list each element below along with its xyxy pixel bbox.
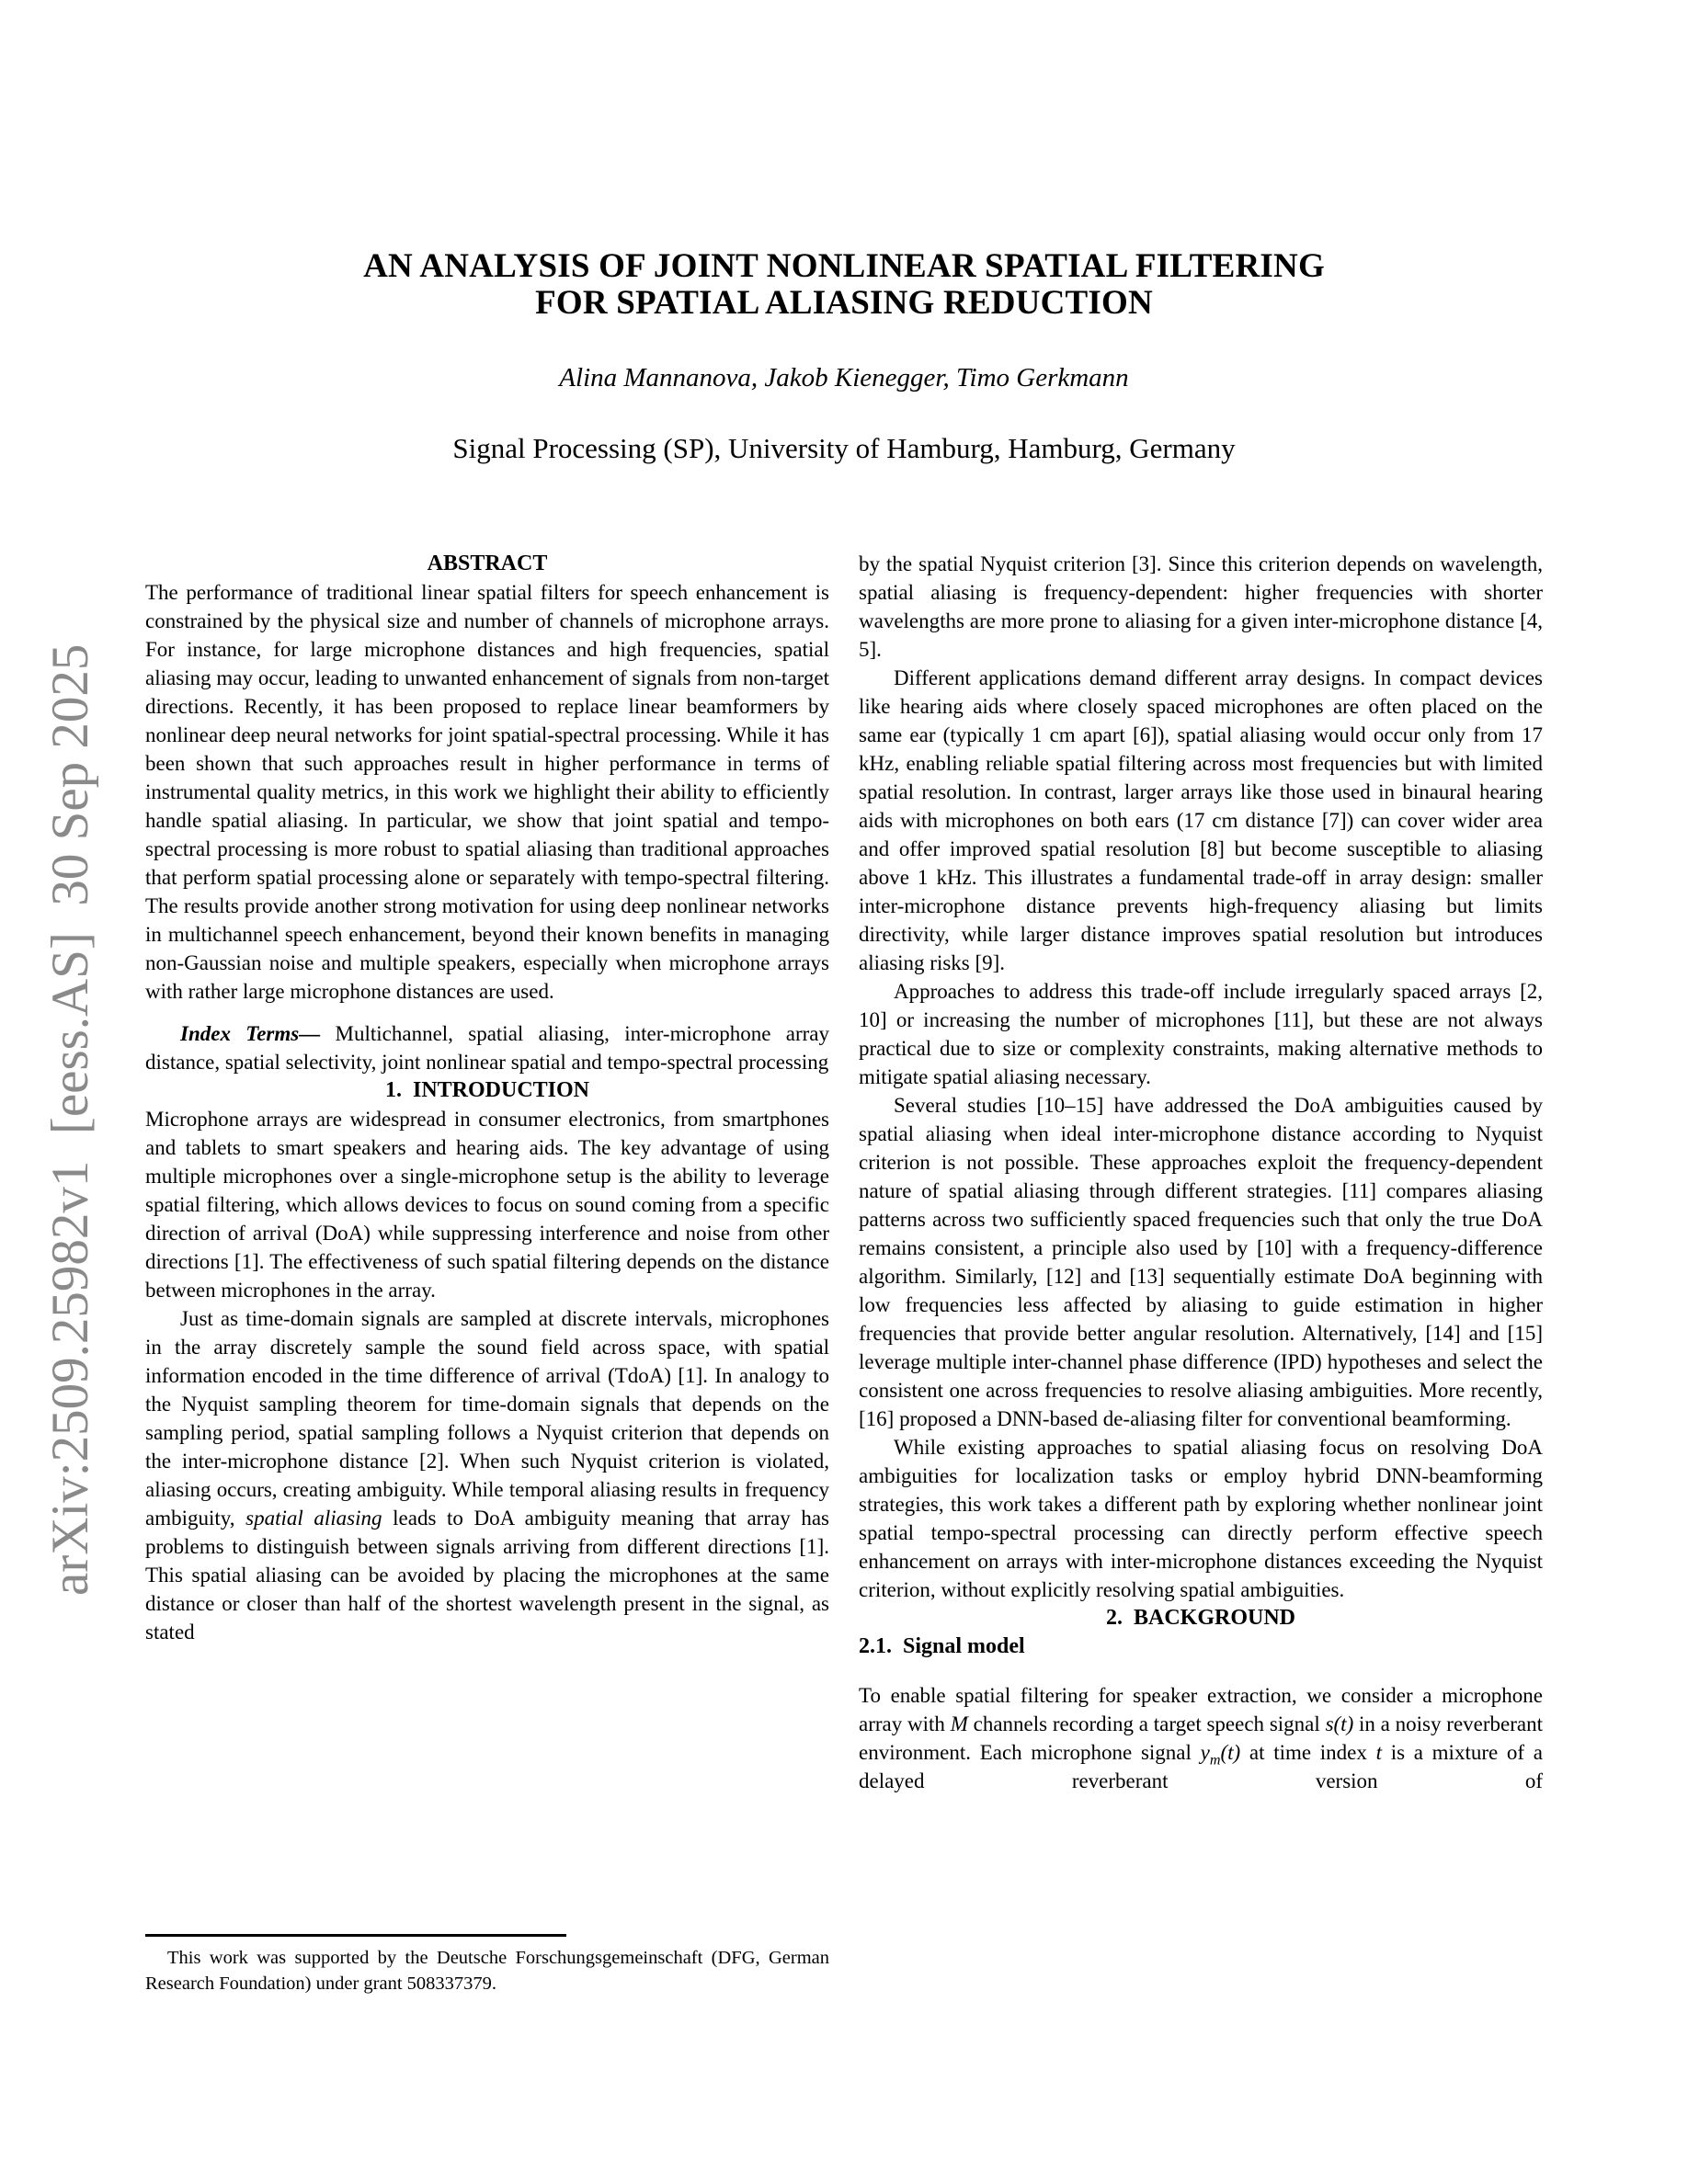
paper-title — [0, 248, 1688, 322]
introduction-paragraph-1: Microphone arrays are widespread in consumer electronics, from smartphones and tablets to smart speakers and hearing aids. The key advantage of using multiple microphones over a single-microphone setup is the ability to leverage spatial filtering, which allows devices to focus on sound coming from a specific direction of arrival (DoA) while suppressing interference and noise from other directions [1]. The effectiveness of such spatial filtering depends on the distance between microphones in the array. — [145, 1108, 829, 1302]
right-paragraph-5: While existing approaches to spatial aliasing focus on resolving DoA ambiguities for localization tasks or employ hybrid DNN-beamforming strategies, this work takes a different path by exploring whether nonlinear joint spatial tempo-spectral processing can directly perform effective speech enhancement on arrays with inter-microphone distances exceeding the Nyquist criterion, without explicitly resolving spatial ambiguities. — [859, 1436, 1543, 1601]
signal-model-paragraph — [859, 1681, 1543, 1795]
paper-title-line-2: FOR SPATIAL ALIASING REDUCTION — [535, 284, 1153, 322]
affiliation: Signal Processing (SP), University of Hamburg, Hamburg, Germany — [452, 432, 1236, 464]
index-terms-text: Multichannel, spatial aliasing, inter-microphone array distance, spatial selectivity, joint nonlinear spatial and tempo-spectral processing — [145, 1022, 829, 1074]
arxiv-stamp: arXiv:2509.25982v1 [eess.AS] 30 Sep 2025 — [41, 643, 99, 1596]
footnote-text: This work was supported by the Deutsche Forschungsgemeinschaft (DFG, German Research Foundation) under grant 508337379. — [145, 1948, 829, 1994]
right-column — [859, 550, 1543, 1795]
footnote-rule — [145, 1934, 566, 1937]
math-symbol-M: M — [950, 1712, 968, 1735]
signal-model-subheading: 2.1. Signal model — [859, 1634, 1025, 1658]
authors: Alina Mannanova, Jakob Kienegger, Timo Gerkmann — [559, 363, 1129, 392]
right-paragraph-3: Approaches to address this trade-off include irregularly spaced arrays [2, 10] or increasing the number of microphones [11], but these are not always practical due to size or complexity constraints, making alternative methods to mitigate spatial aliasing necessary. — [859, 980, 1543, 1088]
spatial-aliasing-emphasis: spatial aliasing — [245, 1507, 382, 1530]
index-terms-paragraph — [145, 1019, 829, 1076]
math-symbol-y-paren: (t) — [1220, 1741, 1241, 1764]
signal-model-text-2: channels recording a target speech signal — [967, 1712, 1326, 1735]
math-symbol-t: t — [1375, 1741, 1382, 1764]
right-paragraph-4: Several studies [10–15] have addressed the DoA ambiguities caused by spatial aliasing when ideal inter-microphone distance according to Nyquist criterion is not possible. These approaches exploit the frequency-dependent nature of spatial aliasing through different strategies. [11] compares aliasing patterns across two sufficiently spaced frequencies such that only the true DoA remains consistent, a principle also used by [10] with a frequency-difference algorithm. Similarly, [12] and [13] sequentially estimate DoA beginning with low frequencies less affected by aliasing to guide estimation in higher frequencies that provide better angular resolution. Alternatively, [14] and [15] leverage multiple inter-channel phase difference (IPD) hypotheses and select the consistent one across frequencies to resolve aliasing ambiguities. More recently, [16] proposed a DNN-based de-aliasing filter for conventional beamforming. — [859, 1094, 1543, 1430]
abstract-heading: ABSTRACT — [427, 552, 548, 575]
background-heading: 2. BACKGROUND — [1105, 1606, 1295, 1630]
introduction-paragraph-2 — [145, 1304, 829, 1646]
signal-model-text-4: at time index — [1240, 1741, 1376, 1764]
right-paragraph-1: by the spatial Nyquist criterion [3]. Since this criterion depends on wavelength, spatial aliasing is frequency-dependent: higher frequencies with shorter wavelengths are more prone to aliasing for a given inter-microphone distance [4, 5]. — [859, 552, 1543, 661]
math-symbol-y: y — [1200, 1741, 1210, 1764]
right-paragraph-2: Different applications demand different array designs. In compact devices like hearing aids where closely spaced microphones are often placed on the same ear (typically 1 cm apart [6]), spatial aliasing would occur only from 17 kHz, enabling reliable spatial filtering across most frequencies but with limited spatial resolution. In contrast, larger arrays like those used in binaural hearing aids with microphones on both ears (17 cm distance [7]) can cover wider area and offer improved spatial resolution [8] but become susceptible to aliasing above 1 kHz. This illustrates a fundamental trade-off in array design: smaller inter-microphone distance prevents high-frequency aliasing but limits directivity, while larger distance improves spatial resolution but introduces aliasing risks [9]. — [859, 666, 1543, 974]
signal-model-text-5: is a mixture of a delayed reverberant version of — [859, 1741, 1543, 1792]
index-terms-label: Index Terms— — [180, 1022, 321, 1045]
introduction-paragraph-2-text: Just as time-domain signals are sampled at discrete intervals, microphones in the array discretely sample the sound field across space, with spatial information encoded in the time difference of arrival (TdoA) [1]. In analogy to the Nyquist sampling theorem for time-domain signals that depends on the sampling period, spatial sampling follows a Nyquist criterion that depends on the inter-microphone distance [2]. When such Nyquist criterion is violated, aliasing occurs, creating ambiguity. While temporal aliasing results in frequency ambiguity, — [145, 1307, 829, 1530]
introduction-heading: 1. INTRODUCTION — [384, 1078, 590, 1102]
math-subscript-m: m — [1209, 1752, 1221, 1769]
paper-title-line-1: AN ANALYSIS OF JOINT NONLINEAR SPATIAL FILTERING — [363, 247, 1325, 285]
introduction-paragraph-2-rest: leads to DoA ambiguity meaning that array has problems to distinguish between signals arriving from different directions [1]. This spatial aliasing can be avoided by placing the microphones at the same distance or closer than half of the shortest wavelength present in the signal, as stated — [145, 1507, 829, 1644]
signal-model-text-1: To enable spatial filtering for speaker extraction, we consider a microphone array with — [859, 1684, 1543, 1735]
left-column — [145, 550, 829, 1646]
signal-model-text-3: in a noisy reverberant environment. Each microphone signal — [859, 1712, 1543, 1764]
abstract-paragraph: The performance of traditional linear spatial filters for speech enhancement is constrained by the physical size and number of channels of microphone arrays. For instance, for large microphone distances and high frequencies, spatial aliasing may occur, leading to unwanted enhancement of signals from non-target directions. Recently, it has been proposed to replace linear beamformers by nonlinear deep neural networks for joint spatial-spectral processing. While it has been shown that such approaches result in higher performance in terms of instrumental quality metrics, in this work we highlight their ability to efficiently handle spatial aliasing. In particular, we show that joint spatial and tempo-spectral processing is more robust to spatial aliasing than traditional approaches that perform spatial processing alone or separately with tempo-spectral filtering. The results provide another strong motivation for using deep nonlinear networks in multichannel speech enhancement, beyond their known benefits in managing non-Gaussian noise and multiple speakers, especially when microphone arrays with rather large microphone distances are used. — [145, 581, 829, 1003]
footnote — [145, 1934, 829, 1996]
math-symbol-s-t: s(t) — [1325, 1712, 1354, 1735]
